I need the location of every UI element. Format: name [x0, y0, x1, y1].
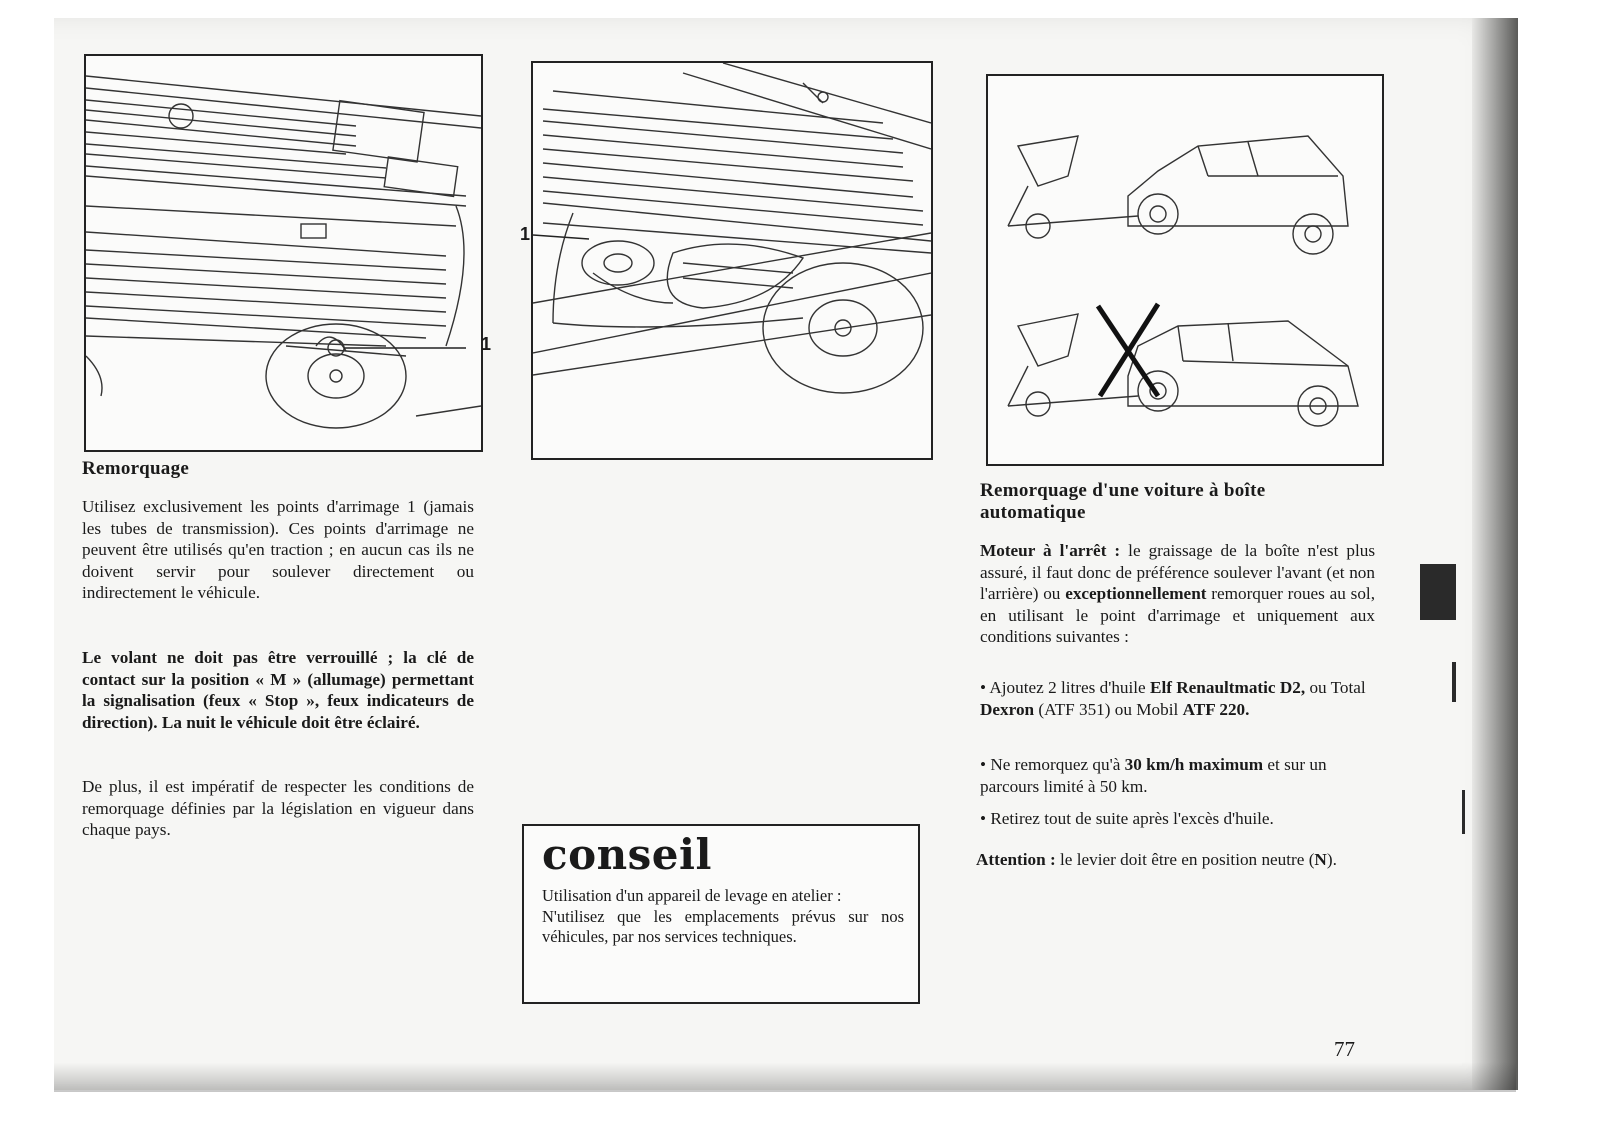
conseil-line-2: N'utilisez que les emplacements prévus sur nos véhicules, par nos services techniques. [542, 906, 904, 946]
thumb-index-line-2 [1462, 790, 1465, 834]
bullet-remove-oil: • Retirez tout de suite après l'excès d'huile. [980, 809, 1274, 828]
book-binding [1472, 18, 1518, 1090]
thumb-index-line-1 [1452, 662, 1456, 702]
bullet-oil-brand-dexron: Dexron [980, 699, 1035, 719]
bullet-speed [980, 754, 1375, 797]
paragraph-steering-warning [82, 647, 474, 733]
bullet-speed-text-a: • Ne remorquez qu'à [980, 755, 1125, 774]
paragraph-towing-points: Utilisez exclusivement les points d'arrimage 1 (jamais les tubes de transmission). Ces points d'arrimage ne peuvent être utilisés qu'en traction ; en aucun cas ils ne doivent servir pour soulever directement ou indirectement le véhicule. [82, 497, 474, 602]
conseil-box [522, 824, 920, 1004]
figure-front-towing-point [531, 61, 933, 460]
engine-stopped-text-b: remorquer roues au sol, en utilisant le point d'arrimage et uniquement aux conditions suivantes : [980, 584, 1375, 646]
bullet-speed-limit: 30 km/h maximum [1124, 755, 1264, 774]
conseil-line-1: Utilisation d'un appareil de levage en atelier : [542, 886, 842, 905]
figure-rear-towing-point [84, 54, 483, 452]
bullet-oil-text-c: ou Total [1305, 678, 1366, 697]
callout-1-center: 1 [520, 224, 531, 244]
bullet-speed-text-c: et sur un parcours limité à 50 km. [980, 755, 1327, 796]
heading-remorquage: Remorquage [82, 458, 190, 479]
paragraph-legislation: De plus, il est impératif de respecter les conditions de remorquage définies par la législation en vigueur dans chaque pays. [82, 777, 474, 839]
underbody-illustration [533, 63, 931, 458]
bullet-oil-brand-elf: Elf Renaultmatic D2, [1149, 678, 1306, 697]
tow-truck-illustration [988, 76, 1382, 464]
bullet-oil-text-e: (ATF 351) ou Mobil [1034, 699, 1183, 719]
conseil-text [542, 886, 904, 948]
rear-bumper-illustration [86, 56, 481, 450]
steering-warning-text: Le volant ne doit pas être verrouillé ; la clé de contact sur la position « M » (allumage) permettant la signalisation (feux « Stop », feux indicateurs de direction). La nuit le véhicule doit être éclairé. [82, 648, 474, 732]
neutral-gear-label: N [1314, 850, 1327, 869]
bullet-oil-text-a: • Ajoutez 2 litres d'huile [980, 678, 1150, 697]
exceptionally-label: exceptionnellement [1065, 584, 1207, 603]
paragraph-engine-stopped [980, 540, 1375, 648]
engine-stopped-text-a: le graissage de la boîte n'est plus assuré, il faut donc de préférence soulever l'avant (et non l'arrière) ou [980, 541, 1376, 603]
attention-text-a: le levier doit être en position neutre ( [1055, 850, 1315, 869]
attention-text-b: ). [1326, 850, 1337, 869]
thumb-index-tab [1420, 564, 1456, 620]
paragraph-attention [976, 849, 1371, 871]
bullet-oil-brand-atf: ATF 220. [1182, 699, 1250, 719]
bullet-oil [980, 677, 1375, 720]
attention-label: Attention : [976, 850, 1056, 869]
conseil-title: conseil [542, 830, 712, 879]
engine-stopped-label: Moteur à l'arrêt : [980, 541, 1121, 560]
callout-1-left: 1 [481, 334, 492, 354]
heading-automatic-towing: Remorquage d'une voiture à boîte automatique [980, 480, 1266, 523]
page-number: 77 [1334, 1037, 1355, 1061]
page-shadow [54, 1062, 1516, 1092]
figure-tow-truck [986, 74, 1384, 466]
